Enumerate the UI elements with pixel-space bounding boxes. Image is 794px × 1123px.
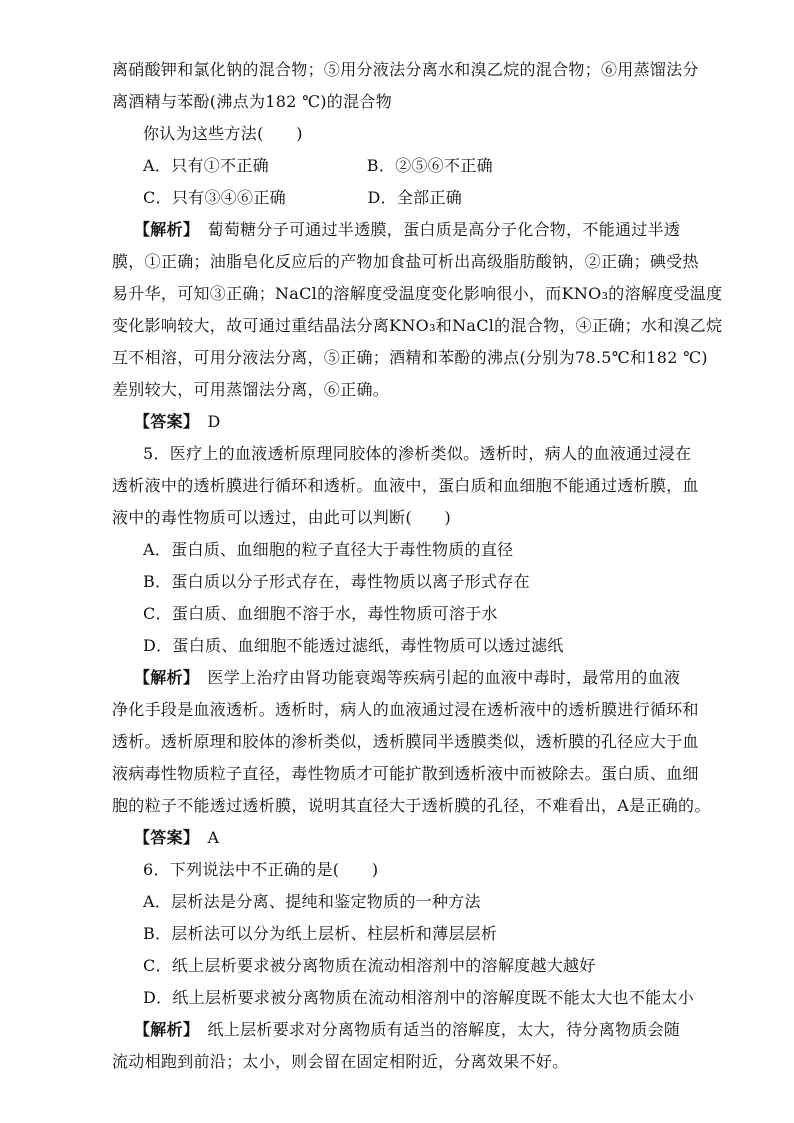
analysis-line: 【解析】 医学上治疗由肾功能衰竭等疾病引起的血液中毒时，最常用的血液 — [134, 668, 681, 687]
option-line: B．层析法可以分为纸上层析、柱层析和薄层层析 — [143, 924, 498, 943]
text-line: 差别较大，可用蒸馏法分离，⑥正确。 — [112, 380, 390, 399]
option-line: A．蛋白质、血细胞的粒子直径大于毒性物质的直径 — [143, 540, 514, 559]
option-line: D．蛋白质、血细胞不能透过滤纸，毒性物质可以透过滤纸 — [143, 636, 564, 655]
answer-line: 【答案】 D — [134, 412, 221, 431]
question-stem-line: 5．医疗上的血液透析原理同胶体的渗析类似。透析时，病人的血液通过浸在 — [143, 444, 692, 463]
text-line: 胞的粒子不能透过透析膜，说明其直径大于透析膜的孔径，不难看出，A是正确的。 — [112, 796, 711, 815]
text-line: 流动相跑到前沿；太小，则会留在固定相附近，分离效果不好。 — [112, 1052, 569, 1071]
option-line: C．蛋白质、血细胞不溶于水，毒性物质可溶于水 — [143, 604, 498, 623]
text-line: 透析。透析原理和胶体的渗析类似，透析膜同半透膜类似，透析膜的孔径应大于血 — [112, 732, 699, 751]
text-line: 液病毒性物质粒子直径，毒性物质才可能扩散到透析液中而被除去。蛋白质、血细 — [112, 764, 699, 783]
text-line: 易升华，可知③正确；NaCl的溶解度受温度变化影响很小，而KNO₃的溶解度受温度 — [112, 284, 723, 303]
text-line: 净化手段是血液透析。透析时，病人的血液通过浸在透析液中的透析膜进行循环和 — [112, 700, 699, 719]
analysis-line: 【解析】 纸上层析要求对分离物质有适当的溶解度，太大，待分离物质会随 — [134, 1020, 681, 1039]
answer-label: 【答案】 — [134, 412, 192, 431]
option-line: B．蛋白质以分子形式存在，毒性物质以离子形式存在 — [143, 572, 530, 591]
question-stem-line: 6．下列说法中不正确的是( ) — [143, 860, 379, 879]
text-line: 变化影响较大，故可通过重结晶法分离KNO₃和NaCl的混合物，④正确；水和溴乙烷 — [112, 316, 723, 335]
option-line: C．纸上层析要求被分离物质在流动相溶剂中的溶解度越大越好 — [143, 956, 596, 975]
text-line: 互不相溶，可用分液法分离，⑤正确；酒精和苯酚的沸点(分别为78.5℃和182 ℃) — [112, 348, 708, 367]
option-line: C．只有③④⑥正确 D．全部正确 — [143, 188, 463, 207]
option-line: D．纸上层析要求被分离物质在流动相溶剂中的溶解度既不能太大也不能太小 — [143, 988, 695, 1007]
text-line: 液中的毒性物质可以透过，由此可以判断( ) — [112, 508, 452, 527]
text-line: 透析液中的透析膜进行循环和透析。血液中，蛋白质和血细胞不能通过透析膜，血 — [112, 476, 699, 495]
analysis-line: 【解析】 蔔萄糖分子可通过半透膜，蛋白质是高分子化合物，不能通过半透 — [134, 220, 681, 239]
text-line: 膜，①正确；油脂皂化反应后的产物加食盐可析出高级脂肪酸钠，②正确；碘受热 — [112, 252, 699, 271]
analysis-label: 【解析】 — [134, 220, 192, 239]
analysis-label: 【解析】 — [134, 1020, 192, 1039]
answer-line: 【答案】 A — [134, 828, 220, 847]
analysis-label: 【解析】 — [134, 668, 192, 687]
question-stem-line: 你认为这些方法( ) — [143, 124, 303, 143]
option-line: A．层析法是分离、提纯和鉴定物质的一种方法 — [143, 892, 481, 911]
answer-label: 【答案】 — [134, 828, 192, 847]
text-line: 离酒精与苯酚(沸点为182 ℃)的混合物 — [112, 92, 393, 111]
text-line: 离硝酸钾和氯化钠的混合物；⑤用分液法分离水和溴乙烷的混合物；⑥用蒸馏法分 — [112, 60, 699, 79]
option-line: A．只有①不正确 B．②⑤⑥不正确 — [143, 156, 493, 175]
